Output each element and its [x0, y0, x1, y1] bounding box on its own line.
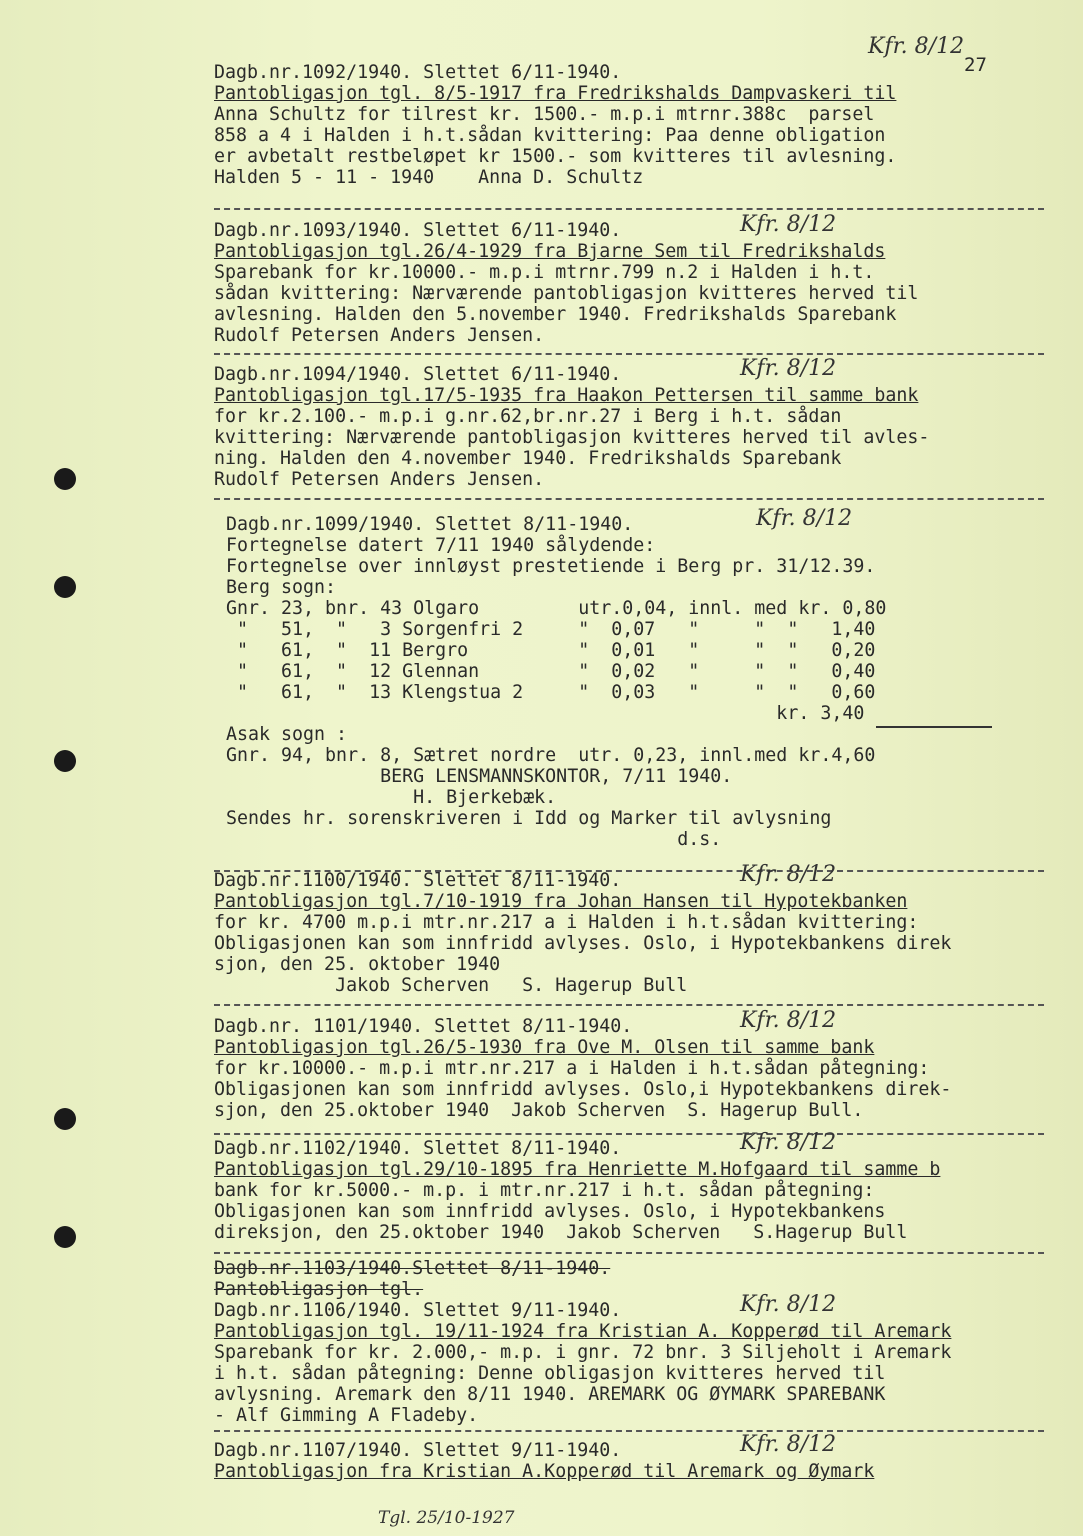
- dashed-separator: [214, 1430, 1044, 1432]
- handwritten-stamp: Kfr. 8/12: [740, 1432, 837, 1457]
- struck-entry-header: Dagb.nr.1103/1940.Slettet 8/11-1940.: [214, 1258, 611, 1279]
- entry-line: for kr.2.100.- m.p.i g.nr.62,br.nr.27 i Berg i h.t. sådan: [214, 406, 842, 427]
- binder-hole: [54, 1108, 76, 1130]
- entry-header: Dagb.nr.1106/1940. Slettet 9/11-1940.: [214, 1300, 622, 1321]
- entry-line: sjon, den 25.oktober 1940 Jakob Scherven S. Hagerup Bull.: [214, 1100, 864, 1121]
- dashed-separator: [214, 208, 1044, 210]
- entry-header: Dagb.nr.1107/1940. Slettet 9/11-1940.: [214, 1440, 622, 1461]
- handwritten-stamp: Kfr. 8/12: [740, 1130, 837, 1155]
- entry-line: " 61, " 11 Bergro " 0,01 " " " 0,20: [226, 640, 876, 661]
- entry-line: er avbetalt restbeløpet kr 1500.- som kvitteres til avlesning.: [214, 146, 897, 167]
- entry-line: Sparebank for kr. 2.000,- m.p. i gnr. 72 bnr. 3 Siljeholt i Aremark: [214, 1342, 952, 1363]
- entry-line: for kr.10000.- m.p.i mtr.nr.217 a i Halden i h.t.sådan påtegning:: [214, 1058, 930, 1079]
- entry-header: Dagb.nr.1099/1940. Slettet 8/11-1940.: [226, 514, 634, 535]
- entry-line: Jakob Scherven S. Hagerup Bull: [214, 975, 688, 996]
- page-number: 27: [964, 54, 987, 76]
- handwritten-stamp: Kfr. 8/12: [740, 356, 837, 381]
- entry-line: Anna Schultz for tilrest kr. 1500.- m.p.i mtrnr.388c parsel: [214, 104, 875, 125]
- handwritten-stamp: Kfr. 8/12: [740, 862, 837, 887]
- handwritten-stamp: Kfr. 8/12: [756, 506, 853, 531]
- dashed-separator: [214, 353, 1044, 355]
- entry-line: Pantobligasjon tgl.7/10-1919 fra Johan Hansen til Hypotekbanken: [214, 891, 908, 912]
- entry-line: Fortegnelse over innløyst prestetiende i Berg pr. 31/12.39.: [226, 556, 876, 577]
- entry-line: Asak sogn :: [226, 724, 348, 745]
- binder-hole: [54, 576, 76, 598]
- entry-line: H. Bjerkebæk.: [226, 787, 557, 808]
- dashed-separator: [214, 498, 1044, 500]
- entry-line: Halden 5 - 11 - 1940 Anna D. Schultz: [214, 167, 644, 188]
- entry-line: kvittering: Nærværende pantobligasjon kvitteres herved til avles-: [214, 427, 930, 448]
- entry-line: for kr. 4700 m.p.i mtr.nr.217 a i Halden i h.t.sådan kvittering:: [214, 912, 919, 933]
- entry-line: sådan kvittering: Nærværende pantobligasjon kvitteres herved til: [214, 283, 919, 304]
- entry-line: Pantobligasjon tgl.26/5-1930 fra Ove M. Olsen til samme bank: [214, 1037, 875, 1058]
- dashed-separator: [214, 1004, 1044, 1006]
- handwritten-stamp: Kfr. 8/12: [740, 1292, 837, 1317]
- entry-line: Gnr. 94, bnr. 8, Sætret nordre utr. 0,23, innl.med kr.4,60: [226, 745, 876, 766]
- entry-line: Rudolf Petersen Anders Jensen.: [214, 325, 545, 346]
- entry-line: Berg sogn:: [226, 577, 337, 598]
- entry-line: Gnr. 23, bnr. 43 Olgaro utr.0,04, innl. med kr. 0,80: [226, 598, 887, 619]
- entry-line: Obligasjonen kan som innfridd avlyses. Oslo,i Hypotekbankens direk-: [214, 1079, 952, 1100]
- sum-rule: [876, 726, 992, 728]
- entry-line: " 51, " 3 Sorgenfri 2 " 0,07 " " " 1,40: [226, 619, 876, 640]
- entry-line: - Alf Gimming A Fladeby.: [214, 1405, 479, 1426]
- binder-hole: [54, 468, 76, 490]
- entry-line: Sparebank for kr.10000.- m.p.i mtrnr.799 n.2 i Halden i h.t.: [214, 262, 875, 283]
- margin-note: Tgl. 25/10-1927: [378, 1508, 515, 1528]
- entry-line: " 61, " 12 Glennan " 0,02 " " " 0,40: [226, 661, 876, 682]
- handwritten-stamp: Kfr. 8/12: [740, 212, 837, 237]
- entry-header: Dagb.nr.1102/1940. Slettet 8/11-1940.: [214, 1138, 622, 1159]
- entry-line: Obligasjonen kan som innfridd avlyses. Oslo, i Hypotekbankens direk: [214, 933, 952, 954]
- entry-line: Pantobligasjon tgl. 19/11-1924 fra Kristian A. Kopperød til Aremark: [214, 1321, 952, 1342]
- entry-header: Dagb.nr.1092/1940. Slettet 6/11-1940.: [214, 62, 622, 83]
- entry-header: Dagb.nr. 1101/1940. Slettet 8/11-1940.: [214, 1016, 633, 1037]
- entry-line: Pantobligasjon tgl.17/5-1935 fra Haakon Pettersen til samme bank: [214, 385, 919, 406]
- entry-header: Dagb.nr.1093/1940. Slettet 6/11-1940.: [214, 220, 622, 241]
- entry-line: d.s.: [226, 829, 722, 850]
- entry-line: kr. 3,40: [226, 703, 865, 724]
- entry-line: Pantobligasjon tgl.29/10-1895 fra Henriette M.Hofgaard til samme b: [214, 1159, 941, 1180]
- entry-header: Dagb.nr.1100/1940. Slettet 8/11-1940.: [214, 870, 622, 891]
- entry-line: " 61, " 13 Klengstua 2 " 0,03 " " " 0,60: [226, 682, 876, 703]
- entry-line: avlysning. Aremark den 8/11 1940. AREMARK OG ØYMARK SPAREBANK: [214, 1384, 886, 1405]
- binder-hole: [54, 1226, 76, 1248]
- entry-line: Pantobligasjon tgl.26/4-1929 fra Bjarne Sem til Fredrikshalds: [214, 241, 886, 262]
- entry-line: Sendes hr. sorenskriveren i Idd og Marker til avlysning: [226, 808, 832, 829]
- entry-line: Pantobligasjon tgl. 8/5-1917 fra Fredrikshalds Dampvaskeri til: [214, 83, 897, 104]
- entry-line: Obligasjonen kan som innfridd avlyses. Oslo, i Hypotekbankens: [214, 1201, 886, 1222]
- struck-entry-line: Pantobligasjon tgl.: [214, 1279, 424, 1300]
- binder-hole: [54, 750, 76, 772]
- dashed-separator: [214, 1133, 1044, 1135]
- entry-line: Rudolf Petersen Anders Jensen.: [214, 469, 545, 490]
- entry-line: BERG LENSMANNSKONTOR, 7/11 1940.: [226, 766, 733, 787]
- entry-header: Dagb.nr.1094/1940. Slettet 6/11-1940.: [214, 364, 622, 385]
- entry-line: 858 a 4 i Halden i h.t.sådan kvittering: Paa denne obligation: [214, 125, 886, 146]
- entry-line: i h.t. sådan påtegning: Denne obligasjon kvitteres herved til: [214, 1363, 886, 1384]
- handwritten-stamp: Kfr. 8/12: [740, 1008, 837, 1033]
- dashed-separator: [214, 1252, 1044, 1254]
- entry-line: sjon, den 25. oktober 1940: [214, 954, 501, 975]
- entry-line: bank for kr.5000.- m.p. i mtr.nr.217 i h.t. sådan påtegning:: [214, 1180, 875, 1201]
- handwritten-stamp: Kfr. 8/12: [868, 34, 965, 59]
- entry-line: avlesning. Halden den 5.november 1940. Fredrikshalds Sparebank: [214, 304, 897, 325]
- entry-line: ning. Halden den 4.november 1940. Fredrikshalds Sparebank: [214, 448, 842, 469]
- entry-line: direksjon, den 25.oktober 1940 Jakob Scherven S.Hagerup Bull: [214, 1222, 908, 1243]
- entry-line: Pantobligasjon fra Kristian A.Kopperød til Aremark og Øymark: [214, 1461, 875, 1482]
- entry-line: Fortegnelse datert 7/11 1940 sålydende:: [226, 535, 656, 556]
